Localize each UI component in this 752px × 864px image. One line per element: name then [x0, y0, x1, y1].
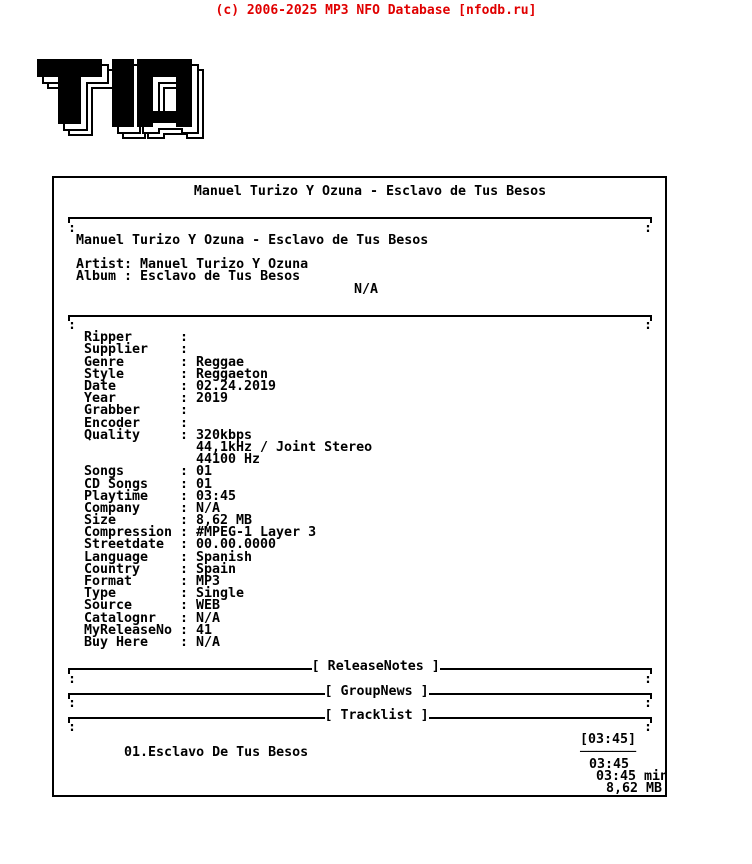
field-row	[68, 415, 652, 431]
field-separator: :	[180, 379, 189, 394]
field-row	[68, 381, 652, 393]
box-colon-right: :	[644, 220, 653, 236]
field-label: Grabber	[84, 403, 141, 419]
total-size: 8,62 MB	[605, 781, 662, 797]
field-separator: :	[180, 561, 189, 577]
field-label: Compression	[84, 525, 173, 541]
field-label: Company	[84, 500, 141, 516]
box-colon-left: :	[68, 220, 77, 236]
album-label: Album :	[76, 269, 133, 285]
field-row	[68, 476, 652, 492]
box-colon-right: :	[644, 318, 653, 334]
field-separator: :	[180, 403, 189, 419]
field-row	[68, 488, 652, 504]
releasenotes-label: [ ReleaseNotes ]	[311, 659, 440, 675]
border-line	[68, 315, 652, 317]
field-label: Quality	[84, 427, 141, 443]
field-separator: :	[180, 549, 189, 565]
field-separator: :	[180, 598, 189, 614]
page-title: Manuel Turizo Y Ozuna - Esclavo de Tus Besos	[193, 184, 547, 199]
field-value: Reggaeton	[196, 366, 269, 382]
track-title: 01.Esclavo De Tus Besos	[124, 744, 309, 760]
tracklist-divider: ───────	[580, 744, 637, 760]
field-separator: :	[180, 464, 189, 480]
box-colon-right: :	[644, 695, 653, 711]
field-label: Date	[84, 379, 117, 394]
field-label: Playtime	[84, 488, 149, 504]
field-separator: :	[180, 330, 189, 346]
field-value: 41	[196, 622, 213, 638]
track-time: [03:45]	[580, 732, 637, 748]
nfo-panel	[52, 176, 667, 797]
field-row	[68, 539, 652, 551]
field-label: MyReleaseNo	[84, 622, 173, 638]
field-row	[68, 344, 652, 356]
field-separator: :	[180, 488, 189, 504]
field-separator: :	[180, 513, 189, 529]
field-row	[68, 393, 652, 405]
field-row	[68, 466, 652, 478]
release-title: Manuel Turizo Y Ozuna - Esclavo de Tus Besos	[76, 232, 429, 248]
field-value: N/A	[196, 634, 221, 650]
section-header-releasenotes	[68, 661, 652, 673]
field-row	[68, 588, 652, 600]
box-colon-right: :	[644, 671, 653, 687]
box-colon-left: :	[68, 318, 77, 334]
field-label: Country	[84, 561, 141, 577]
field-separator: :	[180, 476, 189, 492]
field-row	[68, 500, 652, 516]
field-separator: :	[180, 634, 189, 650]
copyright-banner: (c) 2006-2025 MP3 NFO Database [nfodb.ru]	[215, 3, 537, 18]
field-label: Supplier	[84, 342, 149, 358]
groupnews-label: [ GroupNews ]	[324, 683, 429, 699]
box-colon-left: :	[68, 720, 77, 736]
field-label: Songs	[84, 464, 125, 480]
field-value-continuation: 44100 Hz	[196, 452, 261, 468]
border-line	[68, 217, 652, 219]
box-colon-left: :	[68, 671, 77, 687]
field-value: MP3	[196, 574, 221, 589]
total-time-min: 03:45 min	[595, 769, 668, 784]
album-value: Esclavo de Tus Besos	[140, 269, 301, 285]
field-label: Source	[84, 598, 133, 614]
section-header-groupnews	[68, 683, 652, 699]
field-row	[68, 405, 652, 417]
rule-segment	[440, 668, 652, 670]
tracklist-sides	[68, 722, 652, 734]
field-value: Single	[196, 586, 245, 602]
field-value: #MPEG-1 Layer 3	[196, 525, 317, 541]
field-row	[68, 561, 652, 577]
field-separator: :	[180, 342, 189, 358]
rule-segment	[429, 717, 652, 719]
field-separator: :	[180, 586, 189, 602]
tracklist-label: [ Tracklist ]	[324, 708, 429, 724]
field-label: Ripper	[84, 330, 133, 346]
field-row	[68, 576, 652, 588]
field-value: Spain	[196, 561, 237, 577]
field-separator: :	[180, 622, 189, 638]
field-label: Format	[84, 574, 133, 589]
field-row	[68, 366, 652, 382]
field-value: 8,62 MB	[196, 513, 253, 529]
box-colon-left: :	[68, 695, 77, 711]
field-value: N/A	[196, 610, 221, 626]
rule-segment	[68, 717, 325, 719]
field-separator: :	[180, 610, 189, 626]
release-box-border	[68, 210, 652, 222]
field-row	[68, 634, 652, 650]
box-colon-right: :	[644, 720, 653, 736]
field-label: CD Songs	[84, 476, 149, 492]
rule-segment	[68, 668, 312, 670]
field-value: Spanish	[196, 549, 253, 565]
field-label: Year	[84, 391, 117, 407]
field-value: 00.00.0000	[196, 537, 277, 553]
field-label: Streetdate	[84, 537, 165, 553]
total-time: 03:45	[588, 756, 629, 772]
field-value: 2019	[196, 391, 229, 407]
field-value: N/A	[196, 500, 221, 516]
field-separator: :	[180, 391, 189, 407]
info-box-sides	[68, 320, 652, 332]
field-separator: :	[180, 366, 189, 382]
field-separator: :	[180, 537, 189, 553]
field-separator: :	[180, 525, 189, 541]
blank-row	[68, 296, 652, 308]
field-label: Catalognr	[84, 610, 157, 626]
release-fields	[68, 332, 652, 649]
field-label: Encoder	[84, 415, 141, 431]
field-value-continuation: 44,1kHz / Joint Stereo	[196, 439, 373, 455]
field-value: WEB	[196, 598, 221, 614]
blank-row	[68, 198, 652, 210]
field-row	[68, 332, 652, 344]
artist-label: Artist:	[76, 257, 133, 273]
field-value: 320kbps	[196, 427, 253, 443]
field-separator: :	[180, 354, 189, 370]
field-label: Size	[84, 513, 117, 529]
field-value: 01	[196, 476, 213, 492]
field-label: Language	[84, 549, 149, 565]
field-separator: :	[180, 574, 189, 589]
field-value: Reggae	[196, 354, 245, 370]
field-label: Type	[84, 586, 117, 602]
field-row	[68, 354, 652, 370]
track-row	[68, 732, 652, 760]
field-value: 02.24.2019	[196, 379, 277, 394]
section-header-tracklist	[68, 710, 652, 722]
field-separator: :	[180, 415, 189, 431]
field-label: Genre	[84, 354, 125, 370]
field-value: 01	[196, 464, 213, 480]
field-separator: :	[180, 427, 189, 443]
rule-segment	[68, 693, 325, 695]
totals-divider-row	[68, 744, 652, 760]
field-label: Style	[84, 366, 125, 382]
info-box-border	[68, 308, 652, 320]
field-row	[68, 622, 652, 638]
rule-segment	[429, 693, 652, 695]
field-row	[68, 549, 652, 565]
field-separator: :	[180, 500, 189, 516]
tia-logo-icon	[34, 56, 214, 142]
na-value: N/A	[353, 281, 379, 297]
artist-value: Manuel Turizo Y Ozuna	[140, 257, 309, 273]
field-value: 03:45	[196, 488, 237, 504]
field-label: Buy Here	[84, 634, 149, 650]
